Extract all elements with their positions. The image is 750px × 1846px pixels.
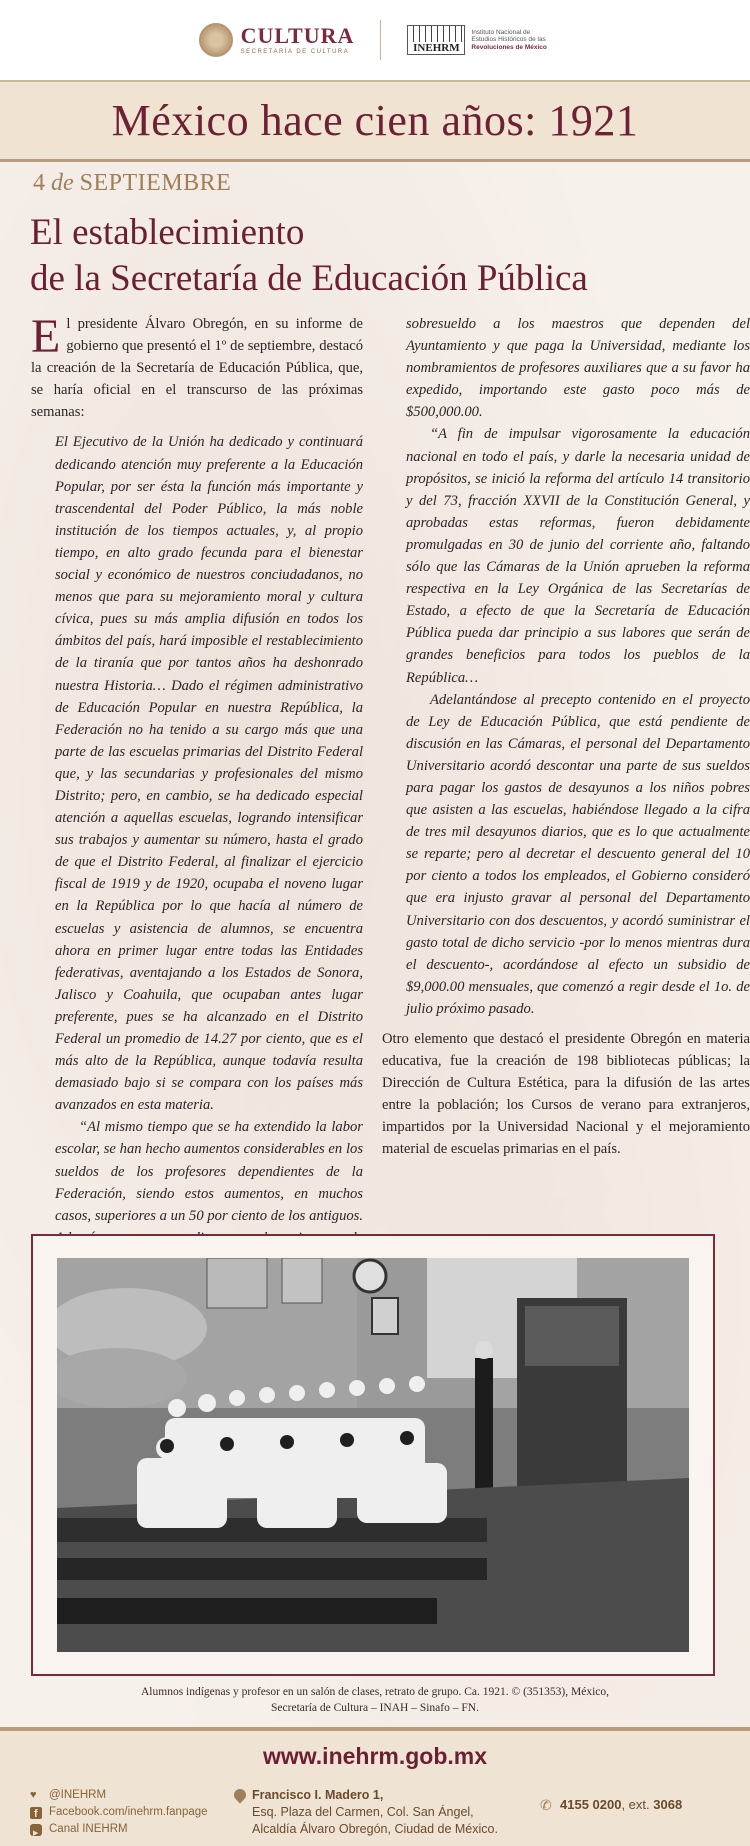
phone-number: 4155 0200 [560, 1797, 622, 1812]
left-column [31, 310, 363, 1293]
inehrm-line1: Instituto Nacional de [471, 28, 531, 36]
building-icon [407, 25, 465, 55]
intro-paragraph [31, 310, 363, 423]
right-paragraph-1: sobresueldo a los maestros que dependen del Ayuntamiento y que paga la Universidad, mediante los nombramientos de profesores auxiliares que a su favor ha expedido, importando este gasto poco más de $500,000.00. [406, 316, 750, 421]
inehrm-logo[interactable] [407, 25, 551, 55]
photo-caption [60, 1684, 690, 1716]
facebook-icon [30, 1807, 42, 1819]
social-links [30, 1787, 208, 1838]
map-pin-icon [232, 1787, 249, 1804]
address-line3: Alcaldía Álvaro Obregón, Ciudad de México. [252, 1822, 498, 1836]
youtube-link[interactable] [30, 1821, 208, 1838]
date-de: de [51, 170, 74, 196]
cultura-logo[interactable] [199, 23, 355, 57]
inehrm-text [471, 29, 551, 52]
classroom-photo-art [57, 1258, 689, 1652]
twitter-handle: @INEHRM [49, 1789, 107, 1801]
cultura-subtitle: SECRETARÍA DE CULTURA [240, 49, 350, 55]
facebook-link[interactable] [30, 1804, 208, 1821]
facebook-url: Facebook.com/inehrm.fanpage [49, 1806, 208, 1818]
photo-frame [31, 1234, 715, 1676]
inehrm-mark: INEHRM [408, 42, 464, 54]
inehrm-line2: Estudios Históricos de las [471, 36, 546, 44]
inehrm-line3: Revoluciones de México [471, 43, 547, 51]
logo-divider [380, 20, 381, 60]
seal-icon [199, 23, 233, 57]
drop-cap: E [31, 310, 61, 363]
twitter-link[interactable] [30, 1787, 208, 1804]
right-column [382, 313, 750, 1161]
logo-bar [0, 0, 750, 80]
twitter-icon [30, 1790, 42, 1802]
date-day: 4 [33, 170, 45, 196]
caption-line1: Alumnos indígenas y profesor en un salón de clases, retrato de grupo. Ca. 1921. © (351353), México, [141, 1686, 609, 1698]
phone-block[interactable] [540, 1797, 683, 1813]
ext-label: , ext. [621, 1797, 650, 1812]
date-line [33, 170, 231, 197]
phone-icon: ✆ [540, 1797, 552, 1813]
right-paragraph-3: Adelantándose al precepto contenido en el proyecto de Ley de Educación Pública, que está pendiente de discusión en las Cámaras, el personal del Departamento Universitario acordó descontar una parte de sus sueldos para pagar los gastos de desayunos a los niños pobres que asisten a las escuelas, habiéndose llegado a la cifra de tres mil desayunos diarios, que es lo que actualmente se reparte; pero al decretar el descuento general del 10 por ciento a todos los empleados, el Gobierno consideró que era injusto gravar al personal del Departamento Universitario con dos descuentos, y acordó suministrar el gasto total de dicho servicio -por lo menos mientras dura el descuento-, acordándose al efecto un subsidio de $9,000.00 mensuales, que comenzó a regir desde el 1o. de julio próximo pasado. [406, 691, 750, 1017]
quote-paragraph-2: “Al mismo tiempo que se ha extendido la labor escolar, se han hecho aumentos considerables en los sueldos de los profesores dependientes de la Federación, siendo estos aumentos, en muchos casos, superiores a un 50 por ciento de los antiguos. [55, 1119, 363, 1224]
quote-paragraph-1: El Ejecutivo de la Unión ha dedicado y continuará dedicando atención muy preferente a la Educación Popular, por ser ésta la función más importante y trascendental del Poder Público, la más noble institución de los tiempos actuales, y, al propio tiempo, en alto grado fecunda para el bienestar social y económico de nuestros conciudadanos, no menos que para su mejoramiento moral y cultura cívica, pues su más amplia difusión en todos los ámbitos del país, hará imposible el restablecimiento de la tiranía que por tantos años ha deshonrado nuestra Historia… Dado el régimen administrativo de Educación Popular en nuestra República, la Federación no ha tenido a su cargo más que una parte de las escuelas primarias del Distrito Federal que, y las secundarias y profesionales del mismo Distrito; pero, en cambio, se ha dedicado especial atención a aquellas escuelas, logrando intensificar sus trabajos y aumentar su número, hasta el grado de que el Distrito Federal, al finalizar el ejercicio fiscal de 1919 y de 1920, ocupaba el noveno lugar en la República por lo que hacía al número de escuelas y asistencia de alumnos, se encuentra ahora en primer lugar entre todas las Entidades federativas, aventajando a los Estados de Sonora, Jalisco y Coahuila, que ocupaban antes lugar preferente, pues se ha alcanzado en el Distrito Federal un promedio de 14.27 por ciento, que es el más alto de la República, aunque todavía resulta demasiado bajo si se compara con los países más avanzados en esta materia. [55, 434, 363, 1114]
cultura-word: CULTURA [240, 23, 355, 48]
right-paragraph-2: “A fin de impulsar vigorosamente la educación nacional en todo el país, y darle la necesaria unidad de propósitos, se inició la reforma del artículo 14 transitorio y del 73, fracción XXVII de la Constitución General, y aprobadas estas reformas, fueron debidamente promulgadas en 30 de junio del corriente año, faltando sólo que las Cámaras de la Unión aprueben la reforma respectiva en la Ley Orgánica de las Secretarías de Estado, a efecto de que la Secretaría de Educación Pública pueda dar principio a sus labores que serán de grandes beneficios para todos los pueblos de la República… [406, 426, 750, 686]
youtube-channel: Canal INEHRM [49, 1823, 128, 1835]
phone-ext: 3068 [653, 1797, 683, 1812]
headline-line1: El establecimiento [30, 212, 305, 253]
intro-text: l presidente Álvaro Obregón, en su informe de gobierno que presentó el 1º de septiembre, destacó la creación de la Secretaría de Educación Pública, que, se haría oficial en el transcurso de las próximas semanas: [31, 316, 363, 421]
date-month: SEPTIEMBRE [79, 170, 232, 196]
website-link[interactable]: www.inehrm.gob.mx [262, 1743, 488, 1769]
footer [0, 1727, 750, 1846]
address-line1: Francisco I. Madero 1, [252, 1788, 384, 1802]
youtube-icon [30, 1824, 42, 1836]
page-title: México hace cien años: 1921 [111, 96, 639, 145]
title-band [0, 80, 750, 162]
headline-line2: de la Secretaría de Educación Pública [30, 258, 588, 299]
right-paragraph-4: Otro elemento que destacó el presidente Obregón en materia educativa, fue la creación de 198 bibliotecas públicas; la Dirección de Cultura Estética, para la difusión de las artes entre la población; los Cursos de verano para extranjeros, impartidos por la Universidad Nacional y el mejoramiento material de escuelas primarias en el país. [382, 1031, 750, 1158]
caption-line2: Secretaría de Cultura – INAH – Sinafo – FN. [271, 1702, 479, 1714]
headline [30, 210, 730, 302]
classroom-photo [57, 1258, 689, 1652]
address-block [252, 1787, 498, 1838]
address-line2: Esq. Plaza del Carmen, Col. San Ángel, [252, 1805, 474, 1819]
